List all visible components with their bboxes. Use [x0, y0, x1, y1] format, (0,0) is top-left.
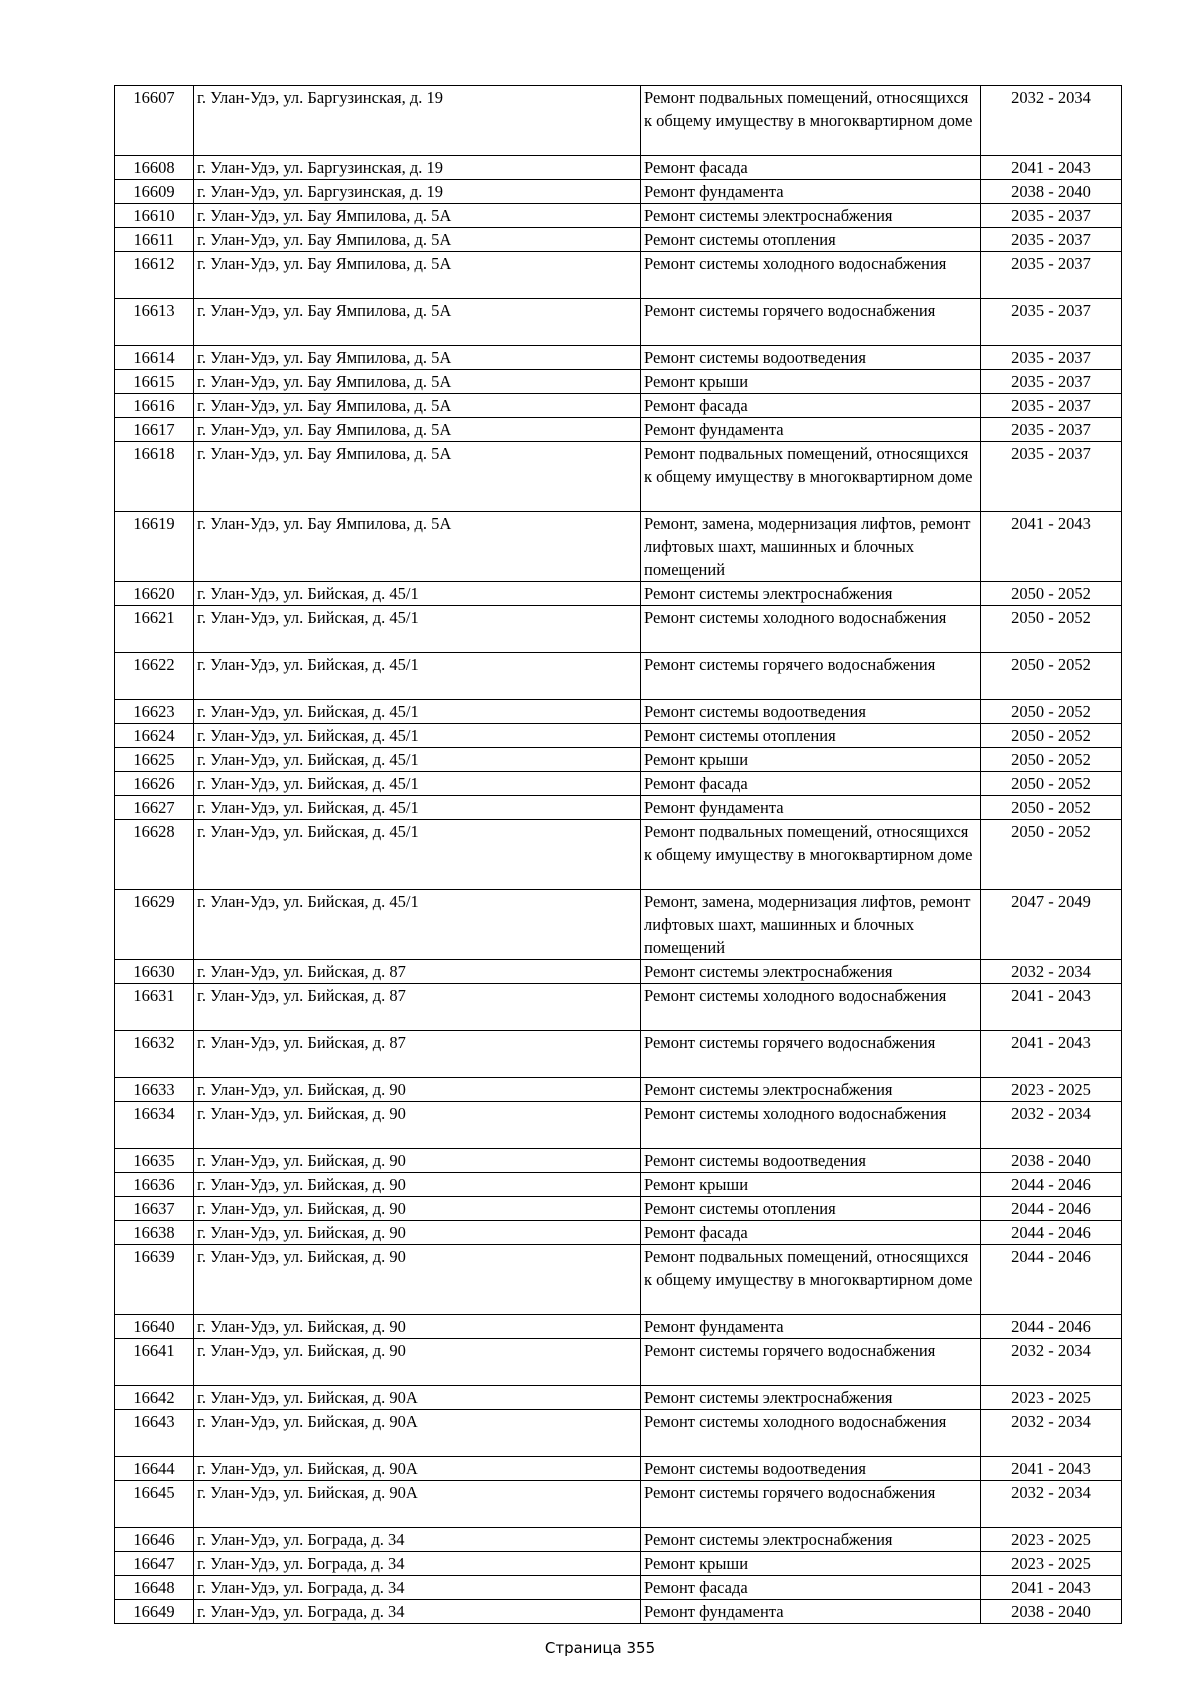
row-work-type: Ремонт фундамента: [641, 418, 981, 442]
row-period: 2023 - 2025: [981, 1078, 1122, 1102]
row-work-type: Ремонт системы горячего водоснабжения: [641, 299, 981, 346]
table-row: [115, 299, 1122, 346]
row-period: 2050 - 2052: [981, 820, 1122, 890]
row-period: 2032 - 2034: [981, 960, 1122, 984]
table-row: [115, 724, 1122, 748]
row-id: 16616: [115, 394, 194, 418]
row-id: 16613: [115, 299, 194, 346]
table-row: [115, 1457, 1122, 1481]
row-period: 2050 - 2052: [981, 653, 1122, 700]
table-row: [115, 394, 1122, 418]
row-address: г. Улан-Удэ, ул. Баргузинская, д. 19: [194, 156, 641, 180]
table-row: [115, 252, 1122, 299]
row-work-type: Ремонт подвальных помещений, относящихся к общему имуществу в многоквартирном доме: [641, 86, 981, 156]
row-period: 2050 - 2052: [981, 796, 1122, 820]
row-address: г. Улан-Удэ, ул. Бийская, д. 45/1: [194, 653, 641, 700]
row-period: 2035 - 2037: [981, 418, 1122, 442]
row-work-type: Ремонт фундамента: [641, 1600, 981, 1624]
row-period: 2050 - 2052: [981, 724, 1122, 748]
row-address: г. Улан-Удэ, ул. Баргузинская, д. 19: [194, 180, 641, 204]
row-work-type: Ремонт системы холодного водоснабжения: [641, 1410, 981, 1457]
table-row: [115, 796, 1122, 820]
row-work-type: Ремонт крыши: [641, 370, 981, 394]
row-id: 16608: [115, 156, 194, 180]
row-id: 16638: [115, 1221, 194, 1245]
row-work-type: Ремонт системы отопления: [641, 1197, 981, 1221]
table-row: [115, 700, 1122, 724]
row-work-type: Ремонт фундамента: [641, 180, 981, 204]
row-work-type: Ремонт системы электроснабжения: [641, 204, 981, 228]
row-period: 2041 - 2043: [981, 984, 1122, 1031]
row-id: 16630: [115, 960, 194, 984]
row-work-type: Ремонт фундамента: [641, 1315, 981, 1339]
table-row: [115, 418, 1122, 442]
table-row: [115, 653, 1122, 700]
row-address: г. Улан-Удэ, ул. Бау Ямпилова, д. 5А: [194, 204, 641, 228]
row-id: 16614: [115, 346, 194, 370]
row-work-type: Ремонт системы электроснабжения: [641, 1528, 981, 1552]
row-work-type: Ремонт, замена, модернизация лифтов, ремонт лифтовых шахт, машинных и блочных помещений: [641, 512, 981, 582]
row-address: г. Улан-Удэ, ул. Бийская, д. 90: [194, 1102, 641, 1149]
row-work-type: Ремонт системы отопления: [641, 724, 981, 748]
row-address: г. Улан-Удэ, ул. Бограда, д. 34: [194, 1552, 641, 1576]
table-row: [115, 748, 1122, 772]
row-period: 2032 - 2034: [981, 1339, 1122, 1386]
row-address: г. Улан-Удэ, ул. Бау Ямпилова, д. 5А: [194, 442, 641, 512]
row-id: 16633: [115, 1078, 194, 1102]
row-id: 16644: [115, 1457, 194, 1481]
row-period: 2050 - 2052: [981, 700, 1122, 724]
row-period: 2041 - 2043: [981, 512, 1122, 582]
table-row: [115, 1221, 1122, 1245]
row-address: г. Улан-Удэ, ул. Бийская, д. 90А: [194, 1386, 641, 1410]
row-period: 2035 - 2037: [981, 442, 1122, 512]
row-address: г. Улан-Удэ, ул. Бийская, д. 45/1: [194, 724, 641, 748]
row-period: 2035 - 2037: [981, 394, 1122, 418]
row-work-type: Ремонт системы отопления: [641, 228, 981, 252]
row-id: 16637: [115, 1197, 194, 1221]
row-work-type: Ремонт системы электроснабжения: [641, 1078, 981, 1102]
row-period: 2041 - 2043: [981, 1457, 1122, 1481]
table-row: [115, 1173, 1122, 1197]
row-id: 16623: [115, 700, 194, 724]
table-row: [115, 86, 1122, 156]
row-work-type: Ремонт крыши: [641, 1552, 981, 1576]
row-address: г. Улан-Удэ, ул. Бограда, д. 34: [194, 1528, 641, 1552]
table-body: [115, 86, 1122, 1624]
row-address: г. Улан-Удэ, ул. Бийская, д. 90: [194, 1315, 641, 1339]
table-row: [115, 228, 1122, 252]
row-id: 16609: [115, 180, 194, 204]
table-row: [115, 1576, 1122, 1600]
row-period: 2035 - 2037: [981, 370, 1122, 394]
row-period: 2041 - 2043: [981, 156, 1122, 180]
row-address: г. Улан-Удэ, ул. Баргузинская, д. 19: [194, 86, 641, 156]
row-period: 2050 - 2052: [981, 606, 1122, 653]
row-address: г. Улан-Удэ, ул. Бийская, д. 45/1: [194, 606, 641, 653]
page-number: Страница 355: [544, 1639, 656, 1657]
row-id: 16617: [115, 418, 194, 442]
table-row: [115, 984, 1122, 1031]
row-work-type: Ремонт фундамента: [641, 796, 981, 820]
row-address: г. Улан-Удэ, ул. Бийская, д. 90: [194, 1221, 641, 1245]
row-address: г. Улан-Удэ, ул. Бийская, д. 90А: [194, 1410, 641, 1457]
row-id: 16612: [115, 252, 194, 299]
row-period: 2038 - 2040: [981, 1600, 1122, 1624]
row-id: 16625: [115, 748, 194, 772]
row-period: 2038 - 2040: [981, 1149, 1122, 1173]
table-row: [115, 1031, 1122, 1078]
row-id: 16642: [115, 1386, 194, 1410]
row-address: г. Улан-Удэ, ул. Бийская, д. 90: [194, 1149, 641, 1173]
row-id: 16649: [115, 1600, 194, 1624]
row-period: 2044 - 2046: [981, 1315, 1122, 1339]
repair-schedule-table: [114, 85, 1122, 1624]
table-row: [115, 582, 1122, 606]
row-address: г. Улан-Удэ, ул. Бийская, д. 45/1: [194, 890, 641, 960]
row-work-type: Ремонт подвальных помещений, относящихся к общему имуществу в многоквартирном доме: [641, 442, 981, 512]
row-address: г. Улан-Удэ, ул. Бийская, д. 90: [194, 1078, 641, 1102]
table-row: [115, 960, 1122, 984]
row-period: 2035 - 2037: [981, 299, 1122, 346]
row-work-type: Ремонт системы водоотведения: [641, 1457, 981, 1481]
row-id: 16607: [115, 86, 194, 156]
row-id: 16622: [115, 653, 194, 700]
row-address: г. Улан-Удэ, ул. Бограда, д. 34: [194, 1600, 641, 1624]
row-address: г. Улан-Удэ, ул. Бау Ямпилова, д. 5А: [194, 394, 641, 418]
row-address: г. Улан-Удэ, ул. Бийская, д. 90А: [194, 1457, 641, 1481]
row-id: 16636: [115, 1173, 194, 1197]
row-period: 2050 - 2052: [981, 748, 1122, 772]
row-period: 2047 - 2049: [981, 890, 1122, 960]
row-id: 16648: [115, 1576, 194, 1600]
row-work-type: Ремонт системы холодного водоснабжения: [641, 606, 981, 653]
row-address: г. Улан-Удэ, ул. Бау Ямпилова, д. 5А: [194, 299, 641, 346]
row-address: г. Улан-Удэ, ул. Бийская, д. 90: [194, 1197, 641, 1221]
row-id: 16641: [115, 1339, 194, 1386]
row-address: г. Улан-Удэ, ул. Бийская, д. 45/1: [194, 700, 641, 724]
row-address: г. Улан-Удэ, ул. Бийская, д. 90: [194, 1245, 641, 1315]
row-period: 2035 - 2037: [981, 204, 1122, 228]
row-address: г. Улан-Удэ, ул. Бийская, д. 45/1: [194, 748, 641, 772]
row-work-type: Ремонт системы водоотведения: [641, 1149, 981, 1173]
row-work-type: Ремонт системы холодного водоснабжения: [641, 984, 981, 1031]
table-row: [115, 1315, 1122, 1339]
row-period: 2041 - 2043: [981, 1031, 1122, 1078]
row-id: 16626: [115, 772, 194, 796]
row-address: г. Улан-Удэ, ул. Бийская, д. 90: [194, 1173, 641, 1197]
row-work-type: Ремонт фасада: [641, 772, 981, 796]
table-row: [115, 1600, 1122, 1624]
table-row: [115, 1245, 1122, 1315]
row-id: 16632: [115, 1031, 194, 1078]
row-period: 2023 - 2025: [981, 1386, 1122, 1410]
table-row: [115, 1339, 1122, 1386]
row-period: 2038 - 2040: [981, 180, 1122, 204]
row-id: 16647: [115, 1552, 194, 1576]
row-period: 2032 - 2034: [981, 1410, 1122, 1457]
row-id: 16611: [115, 228, 194, 252]
row-address: г. Улан-Удэ, ул. Бау Ямпилова, д. 5А: [194, 370, 641, 394]
row-period: 2032 - 2034: [981, 86, 1122, 156]
row-address: г. Улан-Удэ, ул. Бийская, д. 87: [194, 960, 641, 984]
row-period: 2044 - 2046: [981, 1173, 1122, 1197]
row-work-type: Ремонт системы водоотведения: [641, 346, 981, 370]
row-work-type: Ремонт системы горячего водоснабжения: [641, 1481, 981, 1528]
row-period: 2050 - 2052: [981, 582, 1122, 606]
row-work-type: Ремонт системы электроснабжения: [641, 1386, 981, 1410]
row-id: 16621: [115, 606, 194, 653]
row-address: г. Улан-Удэ, ул. Бау Ямпилова, д. 5А: [194, 346, 641, 370]
row-work-type: Ремонт системы горячего водоснабжения: [641, 1339, 981, 1386]
row-id: 16645: [115, 1481, 194, 1528]
row-work-type: Ремонт крыши: [641, 748, 981, 772]
table-row: [115, 370, 1122, 394]
row-work-type: Ремонт системы электроснабжения: [641, 960, 981, 984]
row-address: г. Улан-Удэ, ул. Бау Ямпилова, д. 5А: [194, 512, 641, 582]
table-row: [115, 820, 1122, 890]
row-address: г. Улан-Удэ, ул. Бау Ямпилова, д. 5А: [194, 228, 641, 252]
row-address: г. Улан-Удэ, ул. Бийская, д. 87: [194, 1031, 641, 1078]
row-period: 2044 - 2046: [981, 1197, 1122, 1221]
table-row: [115, 1102, 1122, 1149]
row-period: 2032 - 2034: [981, 1102, 1122, 1149]
row-period: 2032 - 2034: [981, 1481, 1122, 1528]
row-id: 16635: [115, 1149, 194, 1173]
row-id: 16629: [115, 890, 194, 960]
table-row: [115, 346, 1122, 370]
row-address: г. Улан-Удэ, ул. Бийская, д. 45/1: [194, 582, 641, 606]
table-row: [115, 1149, 1122, 1173]
row-period: 2041 - 2043: [981, 1576, 1122, 1600]
table-row: [115, 442, 1122, 512]
row-id: 16628: [115, 820, 194, 890]
row-period: 2035 - 2037: [981, 252, 1122, 299]
row-id: 16610: [115, 204, 194, 228]
row-id: 16624: [115, 724, 194, 748]
table-row: [115, 1078, 1122, 1102]
row-work-type: Ремонт подвальных помещений, относящихся к общему имуществу в многоквартирном доме: [641, 820, 981, 890]
table-row: [115, 890, 1122, 960]
table-row: [115, 512, 1122, 582]
row-address: г. Улан-Удэ, ул. Бийская, д. 90А: [194, 1481, 641, 1528]
table-row: [115, 606, 1122, 653]
row-work-type: Ремонт, замена, модернизация лифтов, ремонт лифтовых шахт, машинных и блочных помещений: [641, 890, 981, 960]
row-period: 2035 - 2037: [981, 346, 1122, 370]
row-work-type: Ремонт фасада: [641, 1576, 981, 1600]
table-row: [115, 1386, 1122, 1410]
row-id: 16640: [115, 1315, 194, 1339]
row-period: 2035 - 2037: [981, 228, 1122, 252]
row-id: 16618: [115, 442, 194, 512]
row-period: 2023 - 2025: [981, 1552, 1122, 1576]
row-work-type: Ремонт системы горячего водоснабжения: [641, 653, 981, 700]
row-work-type: Ремонт системы водоотведения: [641, 700, 981, 724]
row-work-type: Ремонт системы электроснабжения: [641, 582, 981, 606]
row-id: 16631: [115, 984, 194, 1031]
row-id: 16620: [115, 582, 194, 606]
table-row: [115, 1528, 1122, 1552]
row-address: г. Улан-Удэ, ул. Бау Ямпилова, д. 5А: [194, 252, 641, 299]
row-period: 2044 - 2046: [981, 1221, 1122, 1245]
row-address: г. Улан-Удэ, ул. Бау Ямпилова, д. 5А: [194, 418, 641, 442]
row-id: 16619: [115, 512, 194, 582]
table-row: [115, 1410, 1122, 1457]
row-work-type: Ремонт системы горячего водоснабжения: [641, 1031, 981, 1078]
row-address: г. Улан-Удэ, ул. Бийская, д. 45/1: [194, 772, 641, 796]
row-id: 16627: [115, 796, 194, 820]
row-id: 16646: [115, 1528, 194, 1552]
table-row: [115, 772, 1122, 796]
row-address: г. Улан-Удэ, ул. Бийская, д. 90: [194, 1339, 641, 1386]
row-address: г. Улан-Удэ, ул. Бограда, д. 34: [194, 1576, 641, 1600]
row-address: г. Улан-Удэ, ул. Бийская, д. 87: [194, 984, 641, 1031]
table-row: [115, 180, 1122, 204]
row-id: 16615: [115, 370, 194, 394]
row-period: 2044 - 2046: [981, 1245, 1122, 1315]
row-work-type: Ремонт фасада: [641, 156, 981, 180]
table-row: [115, 1197, 1122, 1221]
row-id: 16634: [115, 1102, 194, 1149]
row-work-type: Ремонт системы холодного водоснабжения: [641, 252, 981, 299]
table-row: [115, 1481, 1122, 1528]
row-id: 16639: [115, 1245, 194, 1315]
table-row: [115, 156, 1122, 180]
row-period: 2023 - 2025: [981, 1528, 1122, 1552]
row-address: г. Улан-Удэ, ул. Бийская, д. 45/1: [194, 796, 641, 820]
table-row: [115, 204, 1122, 228]
row-period: 2050 - 2052: [981, 772, 1122, 796]
row-work-type: Ремонт фасада: [641, 394, 981, 418]
row-work-type: Ремонт подвальных помещений, относящихся к общему имуществу в многоквартирном доме: [641, 1245, 981, 1315]
row-address: г. Улан-Удэ, ул. Бийская, д. 45/1: [194, 820, 641, 890]
row-work-type: Ремонт системы холодного водоснабжения: [641, 1102, 981, 1149]
row-work-type: Ремонт крыши: [641, 1173, 981, 1197]
row-id: 16643: [115, 1410, 194, 1457]
table-row: [115, 1552, 1122, 1576]
row-work-type: Ремонт фасада: [641, 1221, 981, 1245]
